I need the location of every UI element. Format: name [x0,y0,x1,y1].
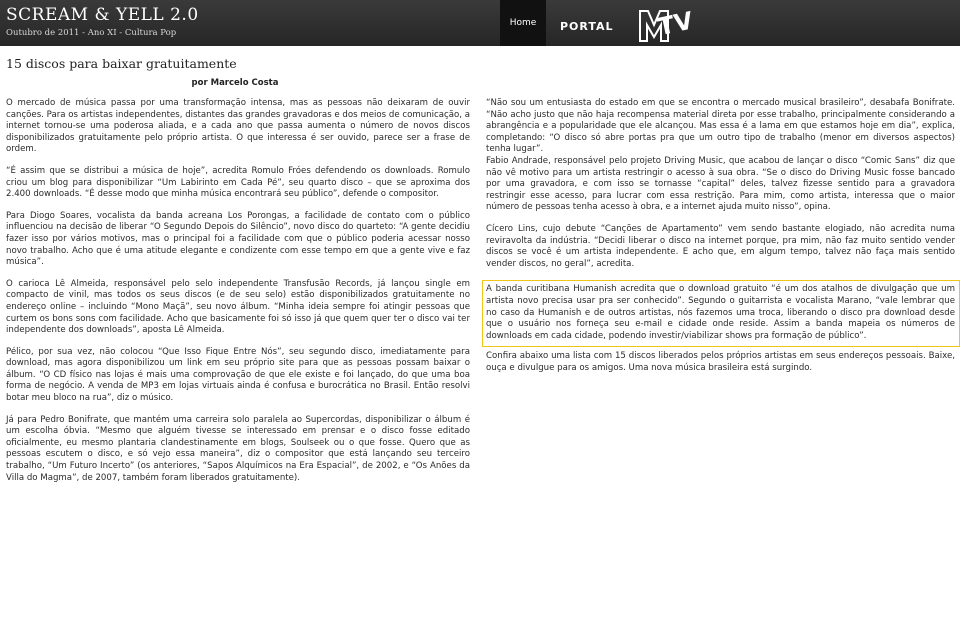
paragraph: Cícero Lins, cujo debute “Canções de Apartamento” vem sendo bastante elogiado, não acredita numa reviravolta da indústria. “Decidi liberar o disco na internet porque, pra mim, não faz muito sentido vender discos se você é um artista independente. E acho que, em algum tempo, talvez não faça mais sentido vender discos, no geral”, acredita. [486,223,955,269]
left-column [6,98,470,494]
paragraph: Já para Pedro Bonifrate, que mantém uma carreira solo paralela ao Supercordas, disponibilizar o álbum é um escolha óbvia. “Mesmo que alguém tivesse se interessado em prensar e o disco fosse editado oficialmente, eu mesmo plantaria clandestinamente em blogs, Soulseek ou o que fosse. Quero que as pessoas escutem o disco, e só vejo essa maneira”, diz o compositor que está lançando seu terceiro trabalho, “Um Futuro Incerto” (os anteriores, “Sapos Alquímicos na Era Espacial”, de 2002, e “Os Anões da Villa do Magma”, de 2007, também foram liberados gratuitamente). [6,414,470,483]
paragraph: “É assim que se distribui a música de hoje”, acredita Romulo Fróes defendendo os downloads. Romulo criou um blog para disponibilizar “Um Labirinto em Cada Pé”, seu quarto disco – que se aproxima dos 2.400 downloads. “É desse modo que minha música encontrará seu público”, defende o compositor. [6,165,470,200]
paragraph: “Não sou um entusiasta do estado em que se encontra o mercado musical brasileiro”, desabafa Bonifrate. “Não acho justo que não haja recompensa material direta por esse trabalho, principalmente considerando a abrangência e a popularidade que ele alcançou. Mas essa é a lama em que estamos hoje em dia”, explica, completando: “O disco só abre portas pra que um outro tipo de trabalho (menor em diversos aspectos) tenha lugar”. [486,98,955,155]
paragraph: Fabio Andrade, responsável pelo projeto Driving Music, que acabou de lançar o disco “Comic Sans” diz que não vê motivo para um artista restringir o acesso à sua obra. “Se o disco do Driving Music fosse bancado por uma gravadora, e com isso se tornasse “capital” deles, talvez fizesse sentido para a gravadora restringir esse acesso, para lucrar com essa restrição. Para mim, como artista, interessa que o maior número de pessoas tenha acesso à obra, e a internet ajuda muito nisso”, opina. [486,155,955,213]
edition-info: Outubro de 2011 - Ano XI - Cultura Pop [6,28,177,38]
mtv-logo-text: TV [655,6,696,42]
article-byline: por Marcelo Costa [191,78,279,88]
closing-paragraph: Confira abaixo uma lista com 15 discos liberados pelos próprios artistas em seus endereços pessoais. Baixe, ouça e divulgue para os amigos. Uma nova música brasileira está surgindo. [486,351,955,373]
article-title: 15 discos para baixar gratuitamente [6,56,237,71]
mtv-logo-icon[interactable] [636,1,696,45]
paragraph: Pélico, por sua vez, não colocou “Que Isso Fique Entre Nós”, seu segundo disco, imediatamente para download, mas agora disponibilizou um link em seu próprio site para que as pessoas possam baixar o álbum. “O CD físico nas lojas é mais uma comprovação de que ele existe e foi lançado, do que uma boa forma de negócio. A venda de MP3 em lojas virtuais ainda é confusa e burocrática no Brasil. Então resolvi botar meu bloco na rua”, diz o músico. [6,346,470,404]
top-bar [0,0,960,46]
paragraph: Para Diogo Soares, vocalista da banda acreana Los Porongas, a facilidade de contato com o público influenciou na decisão de liberar “O Segundo Depois do Silêncio”, novo disco do quarteto: “A gente decidiu fazer isso por vários motivos, mas o principal foi a facilidade com que o público poderia acessar nosso novo trabalho. Acho que é uma atitude elegante e condizente com esse tempo em que a gente vive e faz música”. [6,210,470,268]
nav-home-tab[interactable]: Home [500,0,546,46]
paragraph: O mercado de música passa por uma transformação intensa, mas as pessoas não deixaram de ouvir canções. Para os artistas independentes, distantes das grandes gravadoras e dos meios de comunicação, a internet tornou-se uma poderosa aliada, e a cada ano que passa aumenta o número de novos discos disponibilizados gratuitamente pelo próprio artista. O que interessa é ser ouvido, parece ser a frase de ordem. [6,98,470,155]
highlighted-paragraph: A banda curitibana Humanish acredita que o download gratuito “é um dos atalhos de divulgação que um artista novo precisa usar pra ser conhecido”. Segundo o guitarrista e vocalista Marano, “vale lembrar que no caso da Humanish e de outros artistas, nós fazemos uma troca, liberando o disco pra download desde que o usuário nos forneça seu e-mail e cidade onde reside. Assim a banda mapeia os números de downloads em cada cidade, podendo investir/viabilizar shows pra formação de público”. [486,284,955,341]
right-column [486,98,955,384]
highlighted-quote-box [482,280,960,347]
nav-portal-link[interactable]: PORTAL [560,20,614,33]
site-title[interactable]: SCREAM & YELL 2.0 [6,5,199,25]
paragraph: O carioca Lê Almeida, responsável pelo selo independente Transfusão Records, já lançou single em compacto de vinil, mas todos os seus discos (e de seu selo) estão disponibilizados gratuitamente no endereço online – incluindo “Mono Maçã”, seu novo álbum. “Minha ideia sempre foi atingir pessoas que curtem os bons sons com facilidade. Acho que basicamente foi só isso já que quem quer ter o disco vai ter independente dos downloads”, aposta Lê Almeida. [6,278,470,336]
